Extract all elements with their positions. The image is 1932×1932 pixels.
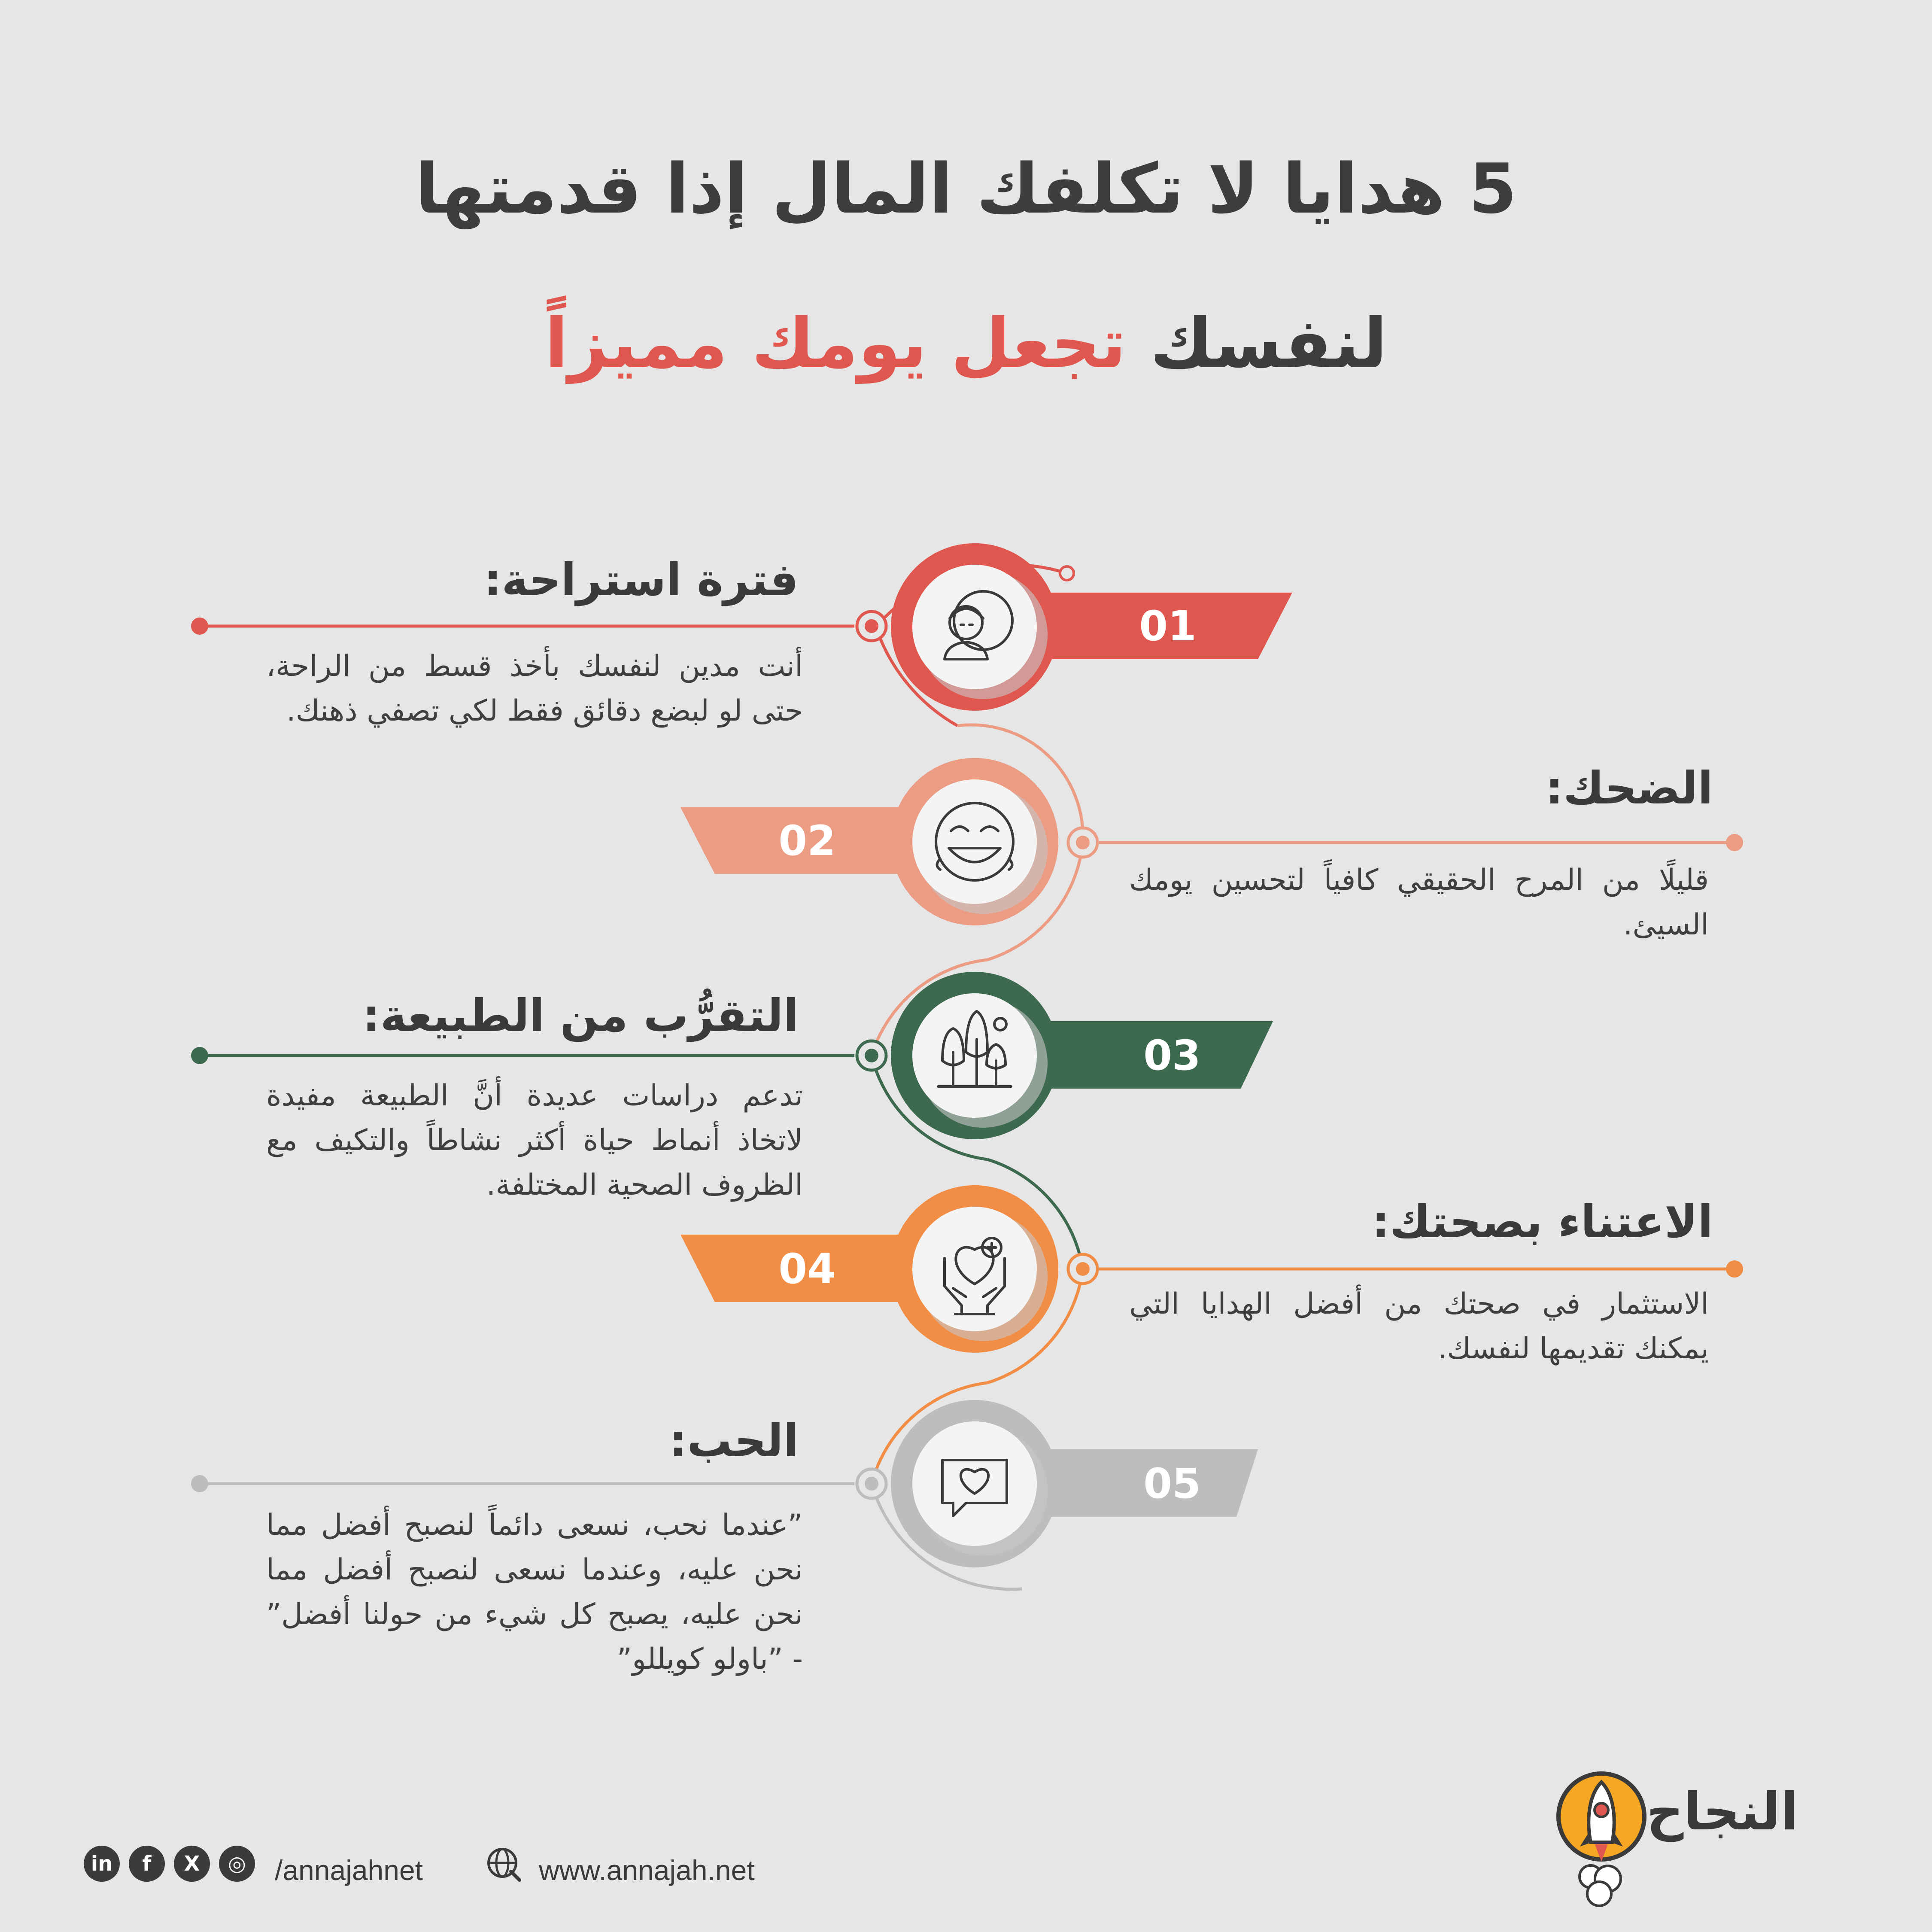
title-prefix: لنفسك [1126, 303, 1388, 383]
item-title: الضحك: [1545, 762, 1713, 814]
page-title-line-2 [0, 301, 1932, 386]
item-body: قليلًا من المرح الحقيقي كافياً لتحسين يومك السيئ. [1129, 863, 1709, 942]
page-title-line-1: 5 هدايا لا تكلفك المال إذا قدمتها [415, 149, 1517, 229]
item-body: ”عندما نحب، نسعى دائماً لنصبح أفضل مما نحن عليه، وعندما نسعى لنصبح أفضل مما نحن عليه، يصبح كل شيء من حولنا أفضل” - ”باولو كويللو” [266, 1508, 803, 1676]
item-title: الحب: [669, 1415, 799, 1467]
item-number: 04 [778, 1245, 836, 1293]
instagram-icon[interactable]: ◎ [219, 1846, 255, 1882]
brand-name: النجاح [1646, 1782, 1798, 1842]
item-body: أنت مدين لنفسك بأخذ قسط من الراحة، حتى لو لبضع دقائق فقط لكي تصفي ذهنك. [266, 649, 803, 728]
globe-icon [484, 1845, 523, 1883]
item-number: 05 [1143, 1460, 1201, 1508]
item-body: الاستثمار في صحتك من أفضل الهدايا التي يمكنك تقديمها لنفسك. [1129, 1287, 1709, 1366]
social-handle[interactable]: /annajahnet [275, 1854, 423, 1886]
item-title: فترة استراحة: [483, 554, 799, 606]
item-number: 02 [778, 817, 836, 865]
linkedin-icon[interactable]: in [84, 1846, 120, 1882]
item-title: التقرُّب من الطبيعة: [362, 989, 799, 1042]
rocket-logo-icon [1554, 1769, 1649, 1915]
item-number: 03 [1143, 1031, 1201, 1080]
item-number: 01 [1139, 602, 1197, 650]
item-body: تدعم دراسات عديدة أنَّ الطبيعة مفيدة لاتخاذ أنماط حياة أكثر نشاطاً والتكيف مع الظروف الصحية المختلفة. [266, 1079, 803, 1202]
title-accent: تجعل يومك مميزاً [544, 303, 1127, 383]
facebook-icon[interactable]: f [129, 1846, 165, 1882]
x-icon[interactable]: X [174, 1846, 210, 1882]
website-link[interactable]: www.annajah.net [539, 1854, 755, 1886]
item-title: الاعتناء بصحتك: [1372, 1196, 1713, 1248]
